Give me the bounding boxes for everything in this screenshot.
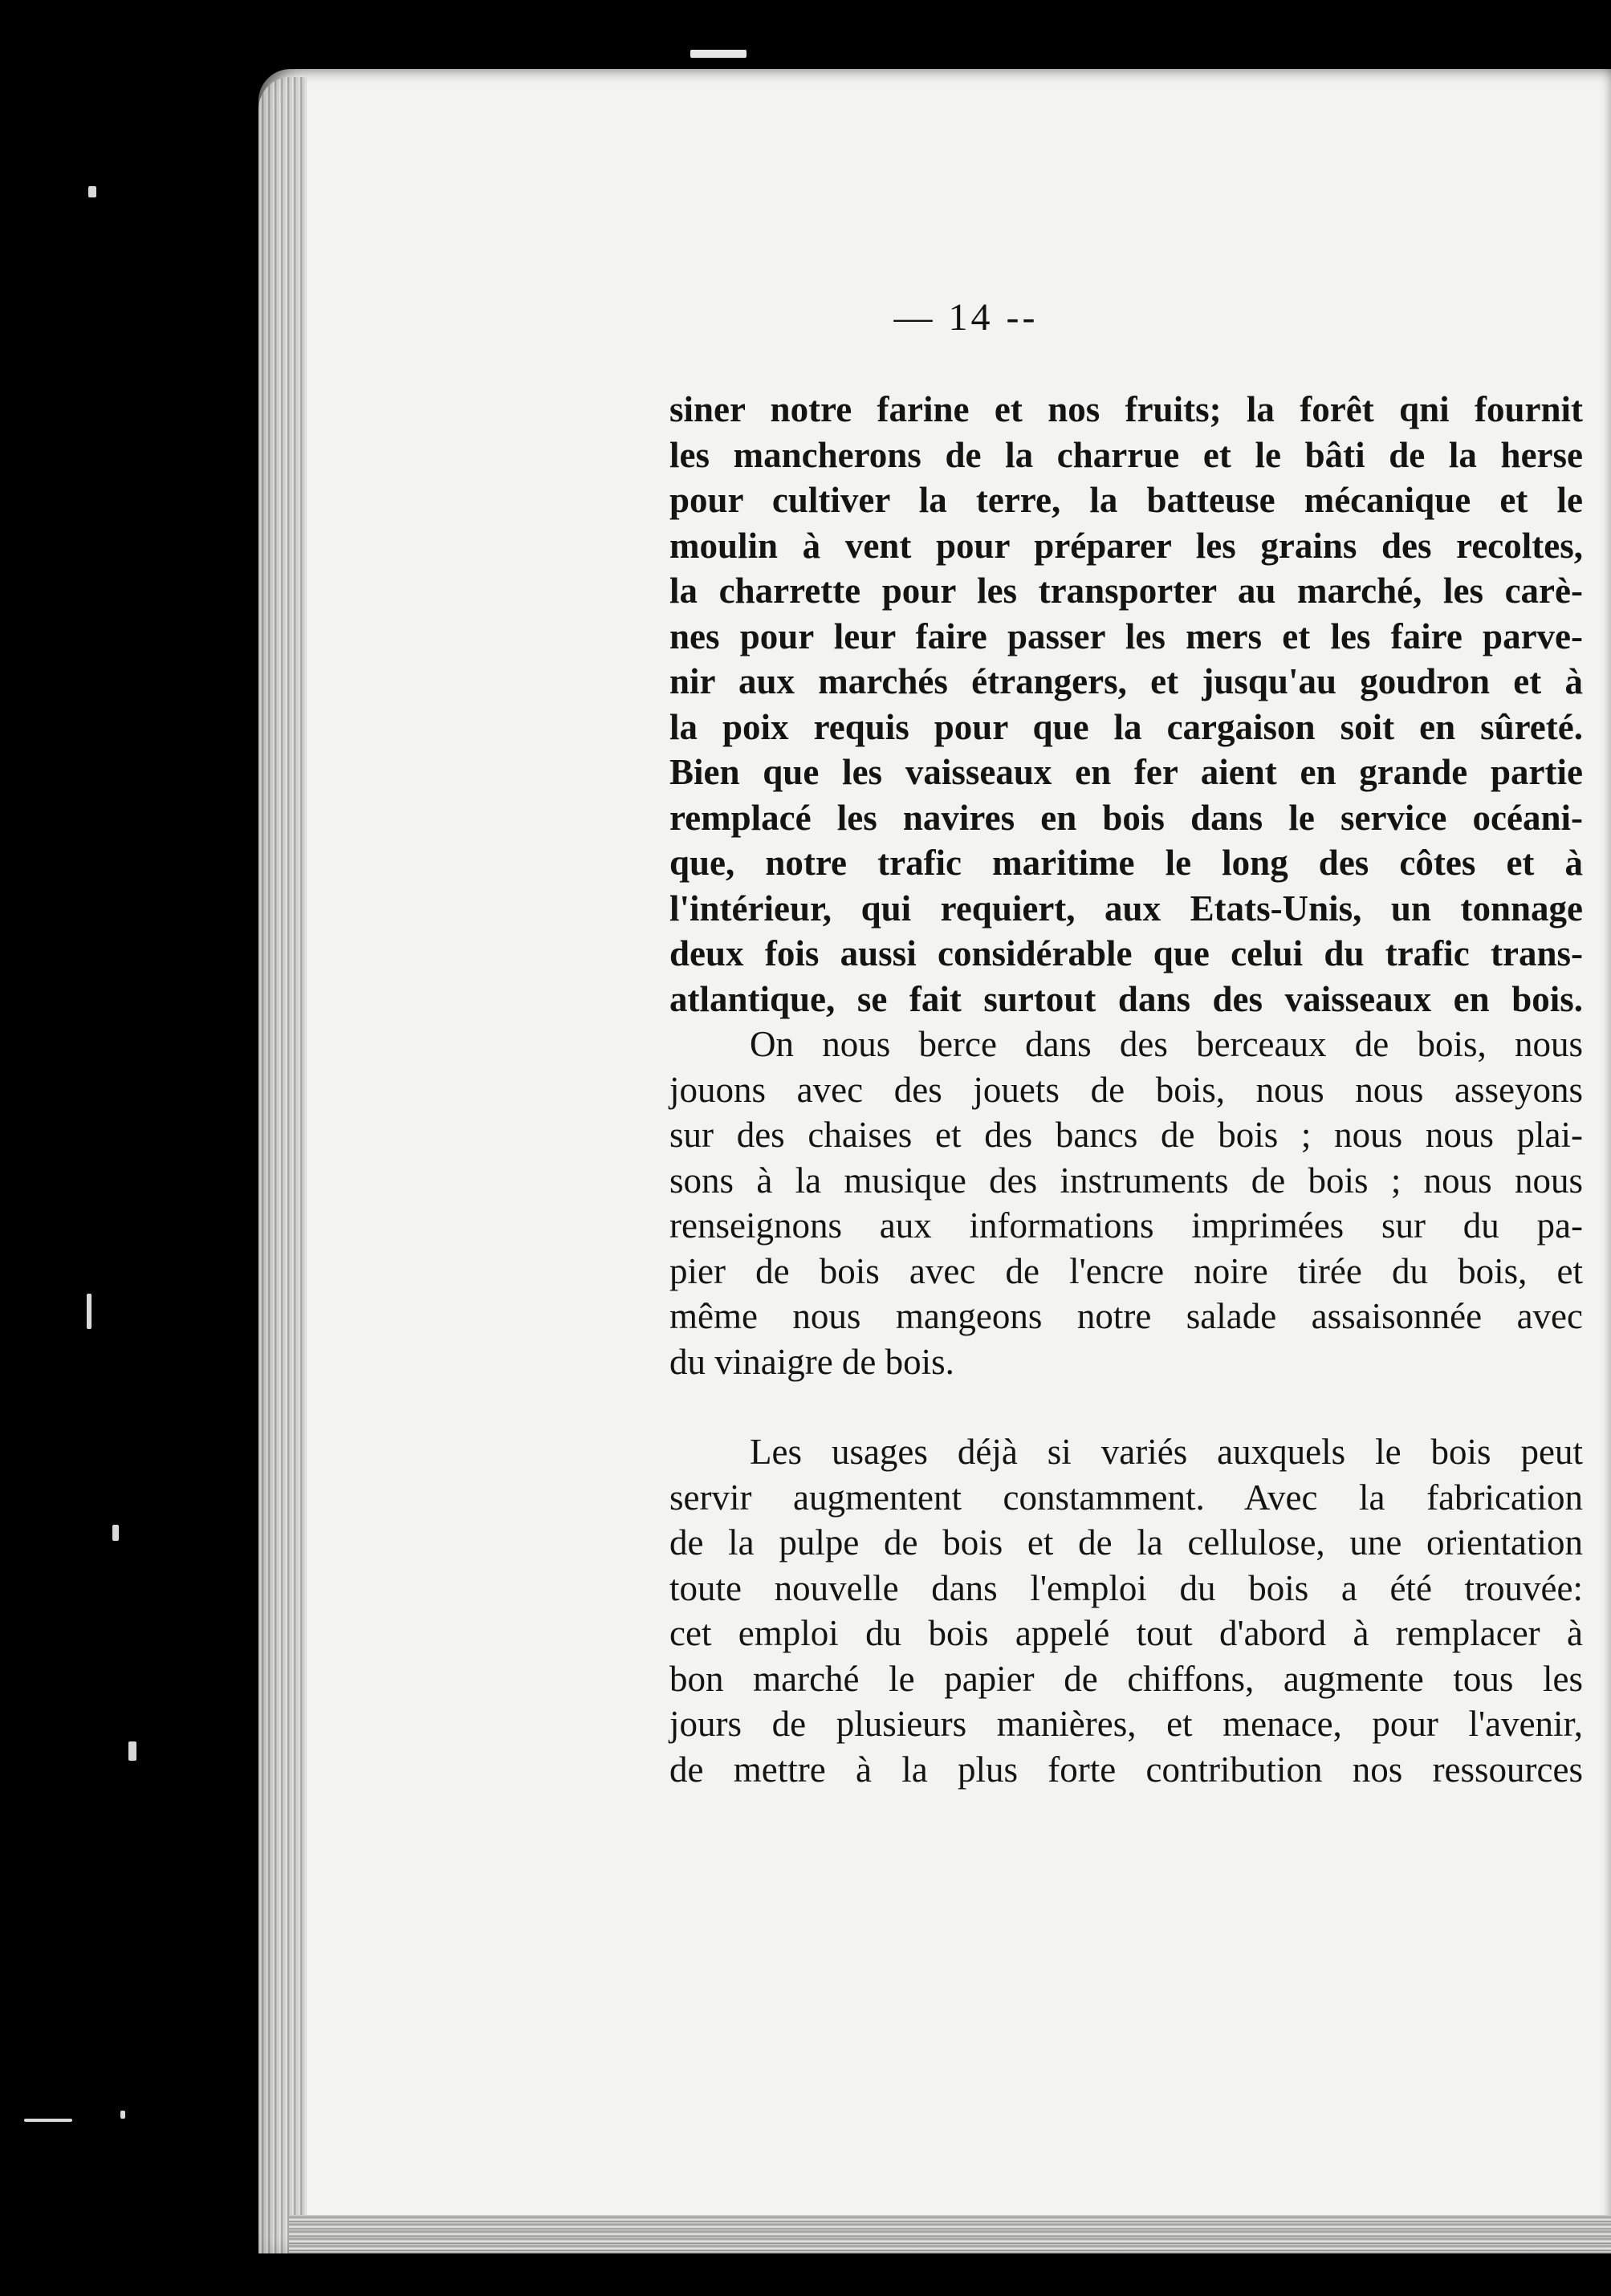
scan-speck [24, 2119, 72, 2122]
page-number: — 14 -- [893, 296, 1039, 339]
text-line: cet emploi du bois appelé tout d'abord à remplacer à [669, 1613, 1583, 1653]
scan-speck [87, 1294, 92, 1329]
paragraph-pulp [669, 1429, 1583, 1792]
text-line: les mancherons de la charrue et le bâti de la herse [669, 434, 1583, 475]
text-line: nir aux marchés étrangers, et jusqu'au goudron et à [669, 661, 1583, 701]
text-line: pier de bois avec de l'encre noire tirée du bois, et [669, 1250, 1583, 1291]
text-line: bon marché le papier de chiffons, augmente tous les [669, 1658, 1583, 1699]
text-line: renseignons aux informations imprimées sur du pa- [669, 1205, 1583, 1246]
text-line: deux fois aussi considérable que celui du trafic trans- [669, 933, 1583, 973]
text-line: Les usages déjà si variés auxquels le bois peut [750, 1432, 1583, 1472]
scan-speck [112, 1525, 119, 1541]
text-line: sur des chaises et des bancs de bois ; nous nous plai- [669, 1115, 1583, 1155]
text-line: nes pour leur faire passer les mers et les faire parve- [669, 616, 1583, 656]
scan-speck [120, 2111, 125, 2119]
text-line: atlantique, se fait surtout dans des vaisseaux en bois. [669, 978, 1583, 1019]
text-line: du vinaigre de bois. [669, 1341, 954, 1382]
text-line: sons à la musique des instruments de bois ; nous nous [669, 1160, 1583, 1201]
text-line: de la pulpe de bois et de la cellulose, une orientation [669, 1522, 1583, 1562]
text-line: toute nouvelle dans l'emploi du bois a été trouvée: [669, 1567, 1583, 1608]
text-line: jours de plusieurs manières, et menace, pour l'avenir, [669, 1704, 1583, 1744]
text-line: servir augmentent constamment. Avec la fabrication [669, 1477, 1583, 1518]
text-line: jouons avec des jouets de bois, nous nous asseyons [669, 1069, 1583, 1110]
scan-speck [690, 50, 747, 58]
text-line: de mettre à la plus forte contribution nos ressources [669, 1749, 1583, 1790]
scan-speck [128, 1741, 136, 1761]
text-line: la charrette pour les transporter au marché, les carè- [669, 571, 1583, 611]
body-text [669, 387, 1583, 1792]
page-gutter-edges [258, 77, 307, 2253]
text-line: que, notre trafic maritime le long des côtes et à [669, 843, 1583, 883]
text-line: moulin à vent pour préparer les grains des recoltes, [669, 525, 1583, 566]
page-bottom-edges [289, 2215, 1611, 2253]
paragraph-continued [669, 387, 1583, 1022]
scan-speck [88, 186, 96, 197]
text-line: Bien que les vaisseaux en fer aient en grande partie [669, 752, 1583, 792]
text-line: pour cultiver la terre, la batteuse mécanique et le [669, 480, 1583, 520]
text-line: la poix requis pour que la cargaison soit en sûreté. [669, 706, 1583, 747]
paragraph-wood-uses [669, 1022, 1583, 1384]
text-line: siner notre farine et nos fruits; la forêt qni fournit [669, 389, 1583, 429]
text-line: même nous mangeons notre salade assaisonnée avec [669, 1296, 1583, 1336]
text-line: l'intérieur, qui requiert, aux Etats-Unis, un tonnage [669, 888, 1583, 929]
text-line: On nous berce dans des berceaux de bois, nous [750, 1024, 1583, 1064]
text-line: remplacé les navires en bois dans le service océani- [669, 797, 1583, 838]
